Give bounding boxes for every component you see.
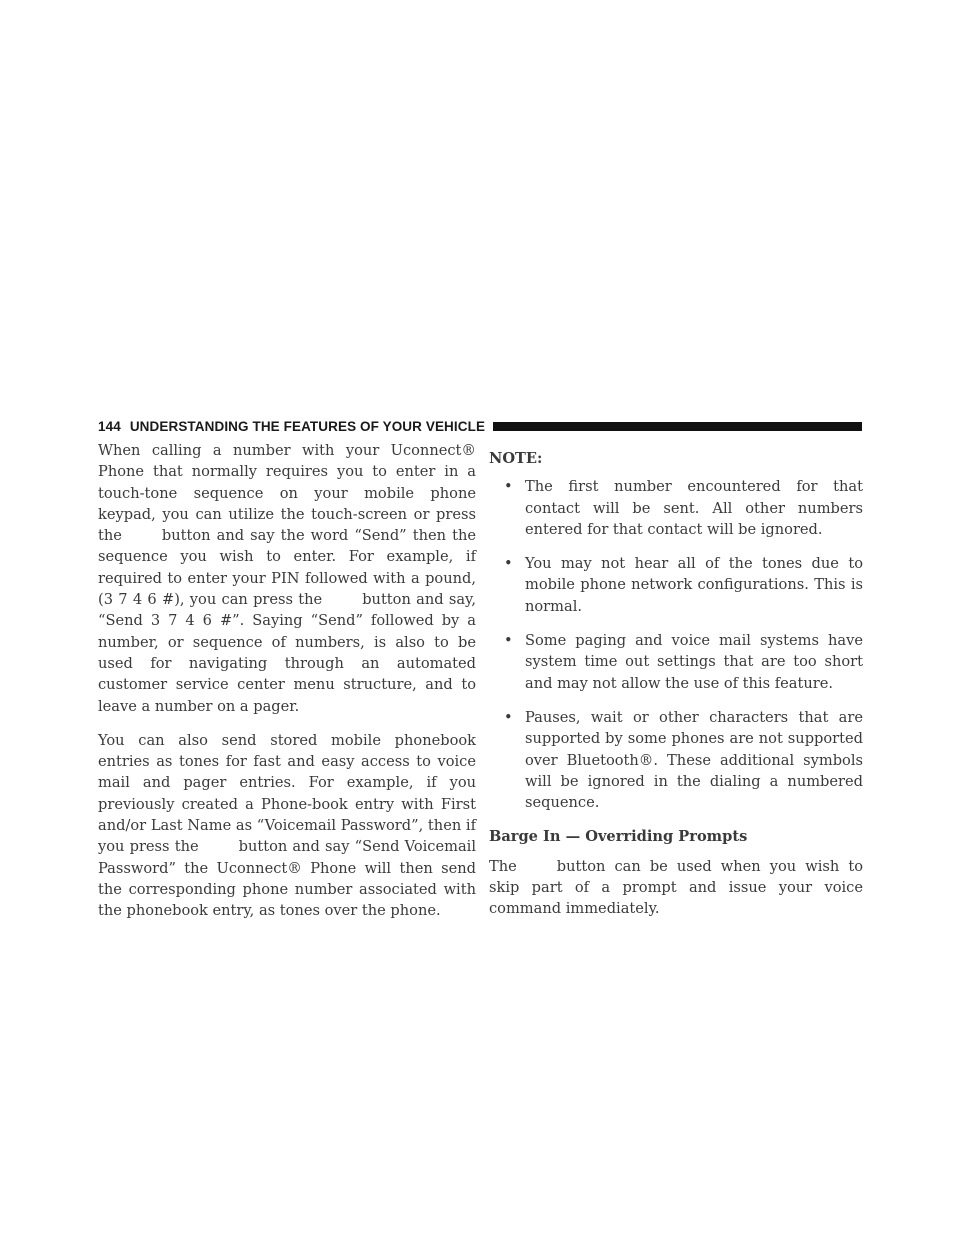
left-column <box>98 440 476 935</box>
section-subheading: Barge In — Overriding Prompts <box>489 828 748 846</box>
paragraph-text: You can also send stored mobile phonebook entries as tones for fast and easy access to voice mail and pager entries. For example, if you previously created a Phone-book entry with First and/or Last Name as “Voicemail Password”, then if you press the <box>98 731 476 856</box>
list-item <box>489 707 863 813</box>
paragraph-text: button and say the word “Send” then the sequence you wish to enter. For example, if required to enter your PIN followed with a pound, (3 7 4 6 #), you can press the <box>98 527 476 609</box>
note-bullet-list <box>489 476 863 813</box>
section-title: UNDERSTANDING THE FEATURES OF YOUR VEHICLE <box>129 418 486 434</box>
list-item-text: You may not hear all of the tones due to mobile phone network configurations. This is normal. <box>525 555 863 615</box>
bullet-icon: • <box>504 708 513 726</box>
list-item-text: Some paging and voice mail systems have system time out settings that are too short and may not allow the use of this feature. <box>525 632 863 692</box>
bullet-icon: • <box>504 555 513 573</box>
page-header <box>98 416 862 436</box>
paragraph-barge-in <box>489 856 863 920</box>
paragraph-phonebook-tones <box>98 730 476 922</box>
bullet-icon: • <box>504 632 513 650</box>
paragraph-dtmf-send <box>98 440 476 717</box>
paragraph-text: button can be used when you wish to skip part of a prompt and issue your voice command immediately. <box>489 857 863 918</box>
list-item <box>489 553 863 617</box>
note-title: NOTE: <box>489 450 543 467</box>
paragraph-text: button and say, “Send 3 7 4 6 #”. Saying “Send” followed by a number, or sequence of numbers, is also to be used for navigating through an automated customer service center menu structure, and to leave a number on a pager. <box>98 591 477 715</box>
bullet-icon: • <box>504 478 513 496</box>
paragraph-text: The <box>489 857 517 875</box>
paragraph-text: When calling a number with your Uconnect® Phone that normally requires you to enter in a touch-tone sequence on your mobile phone keypad, you can utilize the touch-screen or press the <box>98 442 476 545</box>
header-rule <box>493 422 862 431</box>
list-item-text: The first number encountered for that contact will be sent. All other numbers entered for that contact will be ignored. <box>525 478 863 538</box>
page-number: 144 <box>98 418 121 434</box>
list-item <box>489 476 863 540</box>
paragraph-text: button and say “Send Voicemail Password” the Uconnect® Phone will then send the corresponding phone number associated with the phonebook entry, as tones over the phone. <box>98 838 476 920</box>
list-item-text: Pauses, wait or other characters that are supported by some phones are not supported over Bluetooth®. These additional symbols will be ignored in the dialing a numbered sequence. <box>525 708 863 812</box>
right-column <box>489 440 863 933</box>
list-item <box>489 630 863 694</box>
